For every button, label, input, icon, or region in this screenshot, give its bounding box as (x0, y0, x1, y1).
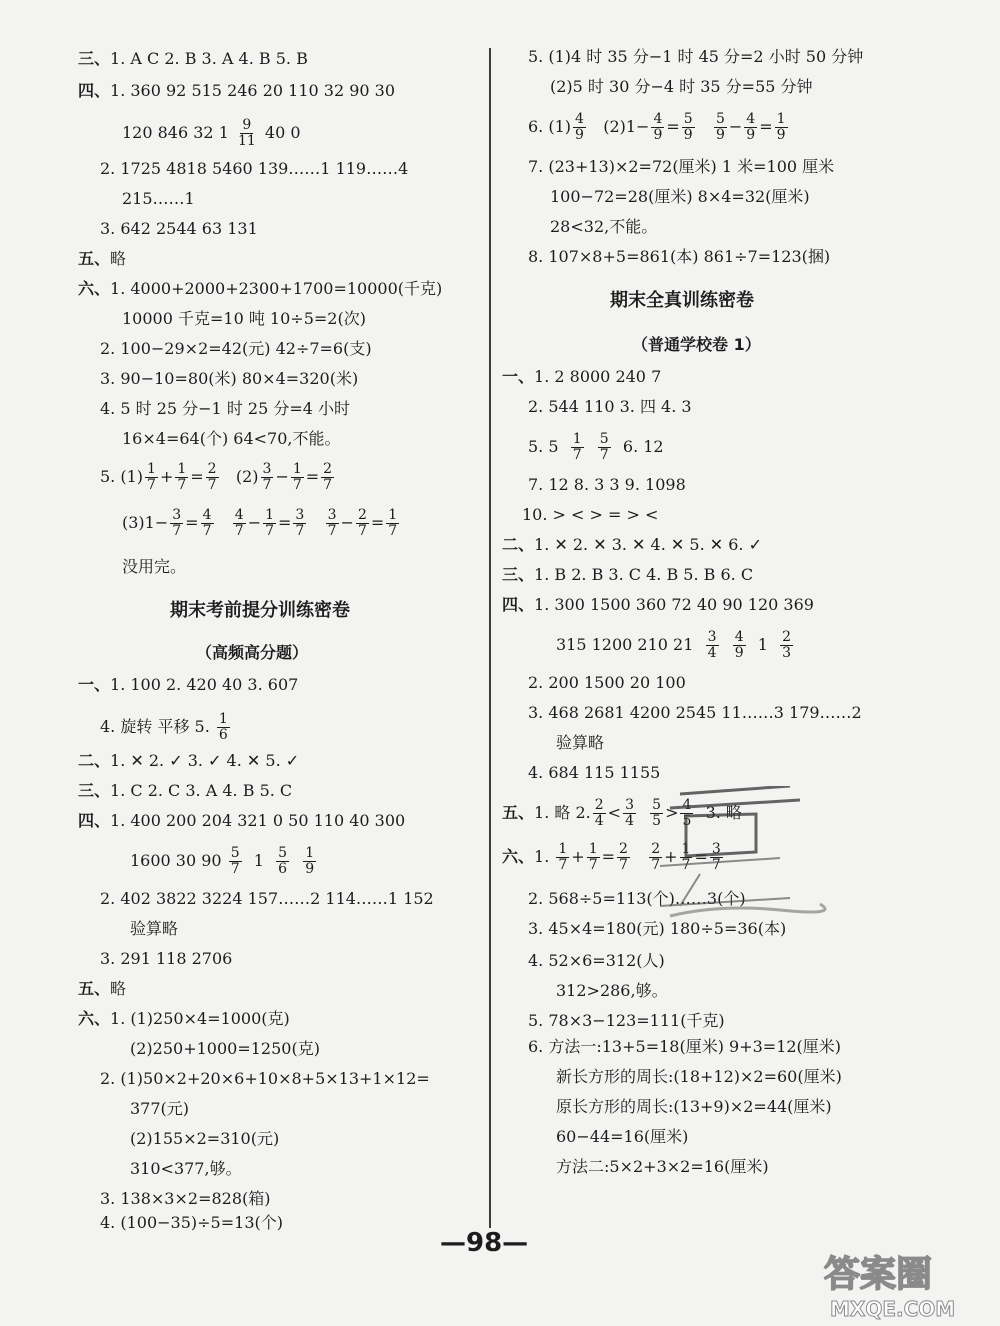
answer-line: 5. (1)4 时 35 分−1 时 45 分=2 小时 50 分钟 (528, 47, 864, 66)
section-title: 期末全真训练密卷 (610, 290, 754, 311)
section-subtitle: （普通学校卷 1） (632, 335, 761, 354)
answer-line: 没用完。 (122, 557, 187, 576)
answer-line: 8. 107×8+5=861(本) 861÷7=123(捆) (528, 247, 831, 266)
answer-line: 验算略 (130, 919, 179, 938)
answer-line: 新长方形的周长:(18+12)×2=60(厘米) (556, 1067, 842, 1086)
answer-line: 2. 200 1500 20 100 (528, 673, 686, 692)
answer-line: 5. 78×3−123=111(千克) (528, 1011, 725, 1030)
answer-line: 五、略 (78, 249, 127, 268)
answer-line: 验算略 (556, 733, 605, 752)
answer-line: (2)155×2=310(元) (130, 1129, 280, 1148)
answer-line: 五、略 (78, 979, 127, 998)
svg-text:MXQE.COM: MXQE.COM (830, 1297, 956, 1321)
answer-line: 215……1 (122, 189, 195, 208)
answer-line: 2. 1725 4818 5460 139……1 119……4 (100, 159, 409, 178)
page-number: —98— (440, 1228, 529, 1258)
answer-line: 4. 52×6=312(人) (528, 951, 665, 970)
answer-line: 16×4=64(个) 64<70,不能。 (122, 429, 341, 448)
answer-line: 六、1. 4000+2000+2300+1700=10000(千克) (78, 279, 443, 298)
answer-line: 60−44=16(厘米) (556, 1127, 689, 1146)
answer-line: 三、1. B 2. B 3. C 4. B 5. B 6. C (502, 565, 754, 584)
answer-line: 10000 千克=10 吨 10÷5=2(次) (122, 309, 366, 328)
fraction-equation: 六、1. $\frac{1}{7}$ + $\frac{1}{7}$ = $\frac{2}{7}$ $\frac{2}{7}$ + $\frac{1}{7}$ = $\frac{3}{7}$ (502, 841, 721, 873)
answer-line: 二、1. ✕ 2. ✕ 3. ✕ 4. ✕ 5. ✕ 6. ✓ (502, 535, 762, 554)
fraction-equation: 5. (1) $\frac{1}{7}$ + $\frac{1}{7}$ = $\frac{2}{7}$ (2) $\frac{3}{7}$ − $\frac{1}{7}$ = $\frac{2}{7}$ (100, 461, 333, 493)
answer-line: 6. 方法一:13+5=18(厘米) 9+3=12(厘米) (528, 1037, 842, 1056)
answer-line: 310<377,够。 (130, 1159, 242, 1178)
answer-line: 3. 45×4=180(元) 180÷5=36(本) (528, 919, 787, 938)
answer-line: 1600 30 90 $\frac{5}{7}$ 1 $\frac{5}{6}$ $\frac{1}{9}$ (130, 845, 315, 877)
answer-line: 120 846 32 1 $\frac{9}{11}$ 40 0 (122, 117, 301, 149)
fraction-equation: (3)1− $\frac{3}{7}$ = $\frac{4}{7}$ $\frac{4}{7}$ − $\frac{1}{7}$ = $\frac{3}{7}$ $\frac{3}{7}$ − $\frac{2}{7}$ = $\frac{1}{7}$ (122, 507, 398, 539)
answer-line: 六、1. (1)250×4=1000(克) (78, 1009, 290, 1028)
answer-line: 2. 100−29×2=42(元) 42÷7=6(支) (100, 339, 372, 358)
answer-line: (2)250+1000=1250(克) (130, 1039, 320, 1058)
answer-line: 二、1. ✕ 2. ✓ 3. ✓ 4. ✕ 5. ✓ (78, 751, 300, 770)
answer-line: 三、1. C 2. C 3. A 4. B 5. C (78, 781, 293, 800)
answer-line: 3. 468 2681 4200 2545 11……3 179……2 (528, 703, 862, 722)
answer-line: 315 1200 210 21 $\frac{3}{4}$ $\frac{4}{9}$ 1 $\frac{2}{3}$ (556, 629, 792, 661)
answer-line: 一、1. 100 2. 420 40 3. 607 (78, 675, 299, 694)
fraction-equation: 6. (1) $\frac{4}{9}$ (2)1− $\frac{4}{9}$ = $\frac{5}{9}$ $\frac{5}{9}$ − $\frac{4}{9}$ = $\frac{1}{9}$ (528, 111, 786, 143)
fraction: $\frac{1}{6}$ (218, 711, 228, 743)
answer-line: 3. 642 2544 63 131 (100, 219, 258, 238)
answer-line: 7. 12 8. 3 3 9. 1098 (528, 475, 686, 494)
answer-line: 一、1. 2 8000 240 7 (502, 367, 662, 386)
svg-text:答案圈: 答案圈 (824, 1254, 933, 1295)
answer-line: 4. (100−35)÷5=13(个) (100, 1213, 283, 1232)
answer-line: 3. 291 118 2706 (100, 949, 233, 968)
answer-line: 方法二:5×2+3×2=16(厘米) (556, 1157, 769, 1176)
answer-line: 三、1. A C 2. B 3. A 4. B 5. B (78, 49, 308, 68)
answer-line: 312>286,够。 (556, 981, 668, 1000)
left-column (0, 0, 492, 1326)
answer-line: 4. 684 115 1155 (528, 763, 661, 782)
answer-line: 2. 402 3822 3224 157……2 114……1 152 (100, 889, 434, 908)
answer-line: 28<32,不能。 (550, 217, 658, 236)
answer-line: 377(元) (130, 1099, 190, 1118)
answer-line: (2)5 时 30 分−4 时 35 分=55 分钟 (550, 77, 813, 96)
answer-line: 四、1. 300 1500 360 72 40 90 120 369 (502, 595, 814, 614)
answer-line: 2. 568÷5=113(个)……3(个) (528, 889, 746, 908)
answer-line: 10. > < > = > < (522, 505, 659, 524)
answer-line: 4. 旋转 平移 5. $\frac{1}{6}$ (100, 711, 228, 743)
right-column (492, 0, 1000, 1326)
fraction: $\frac{9}{11}$ (237, 117, 256, 149)
answer-line: 2. (1)50×2+20×6+10×8+5×13+1×12= (100, 1069, 430, 1088)
answer-line: 五、1. 略 2. $\frac{2}{4}$ < $\frac{3}{4}$ $\frac{5}{5}$ > $\frac{4}{5}$ 3. 略 (502, 797, 742, 829)
answer-line: 7. (23+13)×2=72(厘米) 1 米=100 厘米 (528, 157, 835, 176)
answer-line: 100−72=28(厘米) 8×4=32(厘米) (550, 187, 810, 206)
answer-line: 原长方形的周长:(13+9)×2=44(厘米) (556, 1097, 832, 1116)
watermark-logo-icon (820, 1246, 992, 1322)
answer-line: 3. 138×3×2=828(箱) (100, 1189, 271, 1208)
section-title: 期末考前提分训练密卷 (170, 600, 350, 621)
answer-line: 4. 5 时 25 分−1 时 25 分=4 小时 (100, 399, 351, 418)
section-subtitle: （高频高分题） (196, 643, 309, 662)
answer-line: 四、1. 360 92 515 246 20 110 32 90 30 (78, 81, 396, 100)
answer-line: 5. 5 $\frac{1}{7}$ $\frac{5}{7}$ 6. 12 (528, 431, 664, 463)
answer-line: 四、1. 400 200 204 321 0 50 110 40 300 (78, 811, 406, 830)
answer-line: 2. 544 110 3. 四 4. 3 (528, 397, 692, 416)
answer-line: 3. 90−10=80(米) 80×4=320(米) (100, 369, 359, 388)
